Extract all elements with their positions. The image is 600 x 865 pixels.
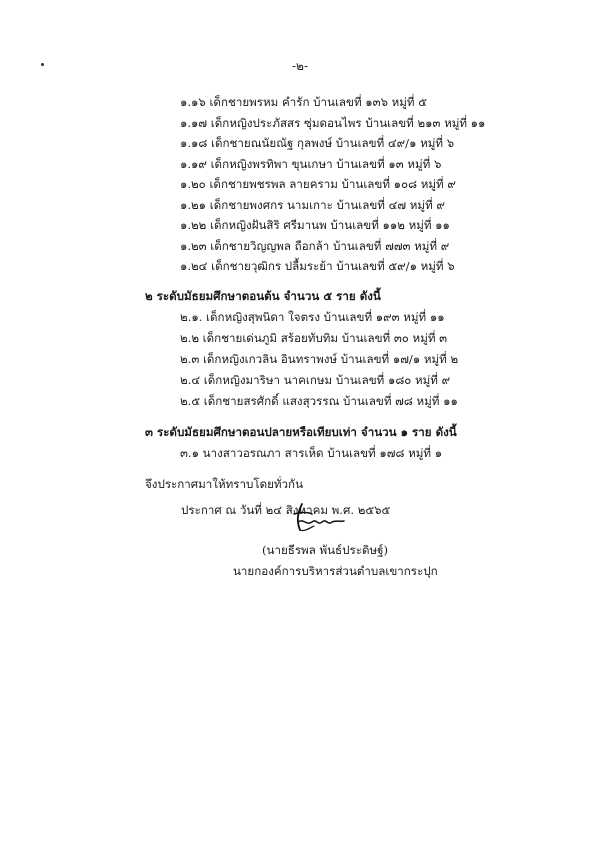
list-item: ๑.๒๑ เด็กชายพงศกร นามเกาะ บ้านเลขที่ ๔๗ หมู่ที่ ๙ bbox=[180, 198, 445, 212]
handwritten-signature bbox=[288, 500, 348, 536]
signer-title: นายกองค์การบริหารส่วนตำบลเขากระปุก bbox=[233, 564, 438, 578]
list-item: ๒.๕ เด็กชายสรศักดิ์ แสงสุวรรณ บ้านเลขที่ ๗๘ หมู่ที่ ๑๑ bbox=[180, 394, 458, 408]
list-item: ๑.๑๗ เด็กหญิงประภัสสร ซุ่มดอนไพร บ้านเลขที่ ๒๑๓ หมู่ที่ ๑๑ bbox=[180, 116, 486, 130]
signer-name: (นายธีรพล พันธ์ประดิษฐ์) bbox=[262, 543, 389, 557]
section-heading-upper-secondary: ๓ ระดับมัธยมศึกษาตอนปลายหรือเทียบเท่า จำนวน ๑ ราย ดังนี้ bbox=[145, 425, 457, 439]
list-item: ๑.๒๒ เด็กหญิงฝันสิริ ศรีมานพ บ้านเลขที่ ๑๑๒ หมู่ที่ ๑๑ bbox=[180, 218, 450, 232]
closing-statement: จึงประกาศมาให้ทราบโดยทั่วกัน bbox=[145, 477, 303, 491]
list-item: ๑.๒๓ เด็กชายวิญญพล ถือกล้า บ้านเลขที่ ๗๗๓ หมู่ที่ ๙ bbox=[180, 239, 450, 253]
list-item: ๒.๒ เด็กชายเด่นภูมิ สร้อยทับทิม บ้านเลขที่ ๓๐ หมู่ที่ ๓ bbox=[180, 331, 448, 345]
list-item: ๒.๓ เด็กหญิงเกวลิน อินทราพงษ์ บ้านเลขที่ ๑๗/๑ หมู่ที่ ๒ bbox=[180, 352, 459, 366]
list-item: ๒.๑. เด็กหญิงสุพนิดา ใจตรง บ้านเลขที่ ๑๙๓ หมู่ที่ ๑๑ bbox=[180, 310, 445, 324]
list-item: ๒.๔ เด็กหญิงมาริษา นาคเกษม บ้านเลขที่ ๑๘๐ หมู่ที่ ๙ bbox=[180, 373, 451, 387]
list-item: ๑.๑๖ เด็กชายพรหม คำรัก บ้านเลขที่ ๑๓๖ หมู่ที่ ๕ bbox=[180, 95, 428, 109]
section-heading-lower-secondary: ๒ ระดับมัธยมศึกษาตอนต้น จำนวน ๕ ราย ดังนี้ bbox=[145, 289, 381, 303]
list-item: ๓.๑ นางสาวอรณภา สารเห็ด บ้านเลขที่ ๑๗๘ หมู่ที่ ๑ bbox=[180, 446, 443, 460]
list-item: ๑.๒๔ เด็กชายวุฒิกร ปลื้มระย้า บ้านเลขที่ ๕๙/๑ หมู่ที่ ๖ bbox=[180, 259, 455, 273]
announcement-date: ประกาศ ณ วันที่ ๒๔ สิงหาคม พ.ศ. ๒๕๖๕ bbox=[181, 503, 391, 517]
page-number: -๒- bbox=[291, 59, 309, 73]
list-item: ๑.๑๘ เด็กชายณนัยณัฐ กุลพงษ์ บ้านเลขที่ ๔๙/๑ หมู่ที่ ๖ bbox=[180, 136, 455, 150]
list-item: ๑.๒๐ เด็กชายพชรพล ลายคราม บ้านเลขที่ ๑๐๘ หมู่ที่ ๙ bbox=[180, 177, 456, 191]
list-item: ๑.๑๙ เด็กหญิงพรทิพา ขุนเกษา บ้านเลขที่ ๑๓ หมู่ที่ ๖ bbox=[180, 157, 442, 171]
